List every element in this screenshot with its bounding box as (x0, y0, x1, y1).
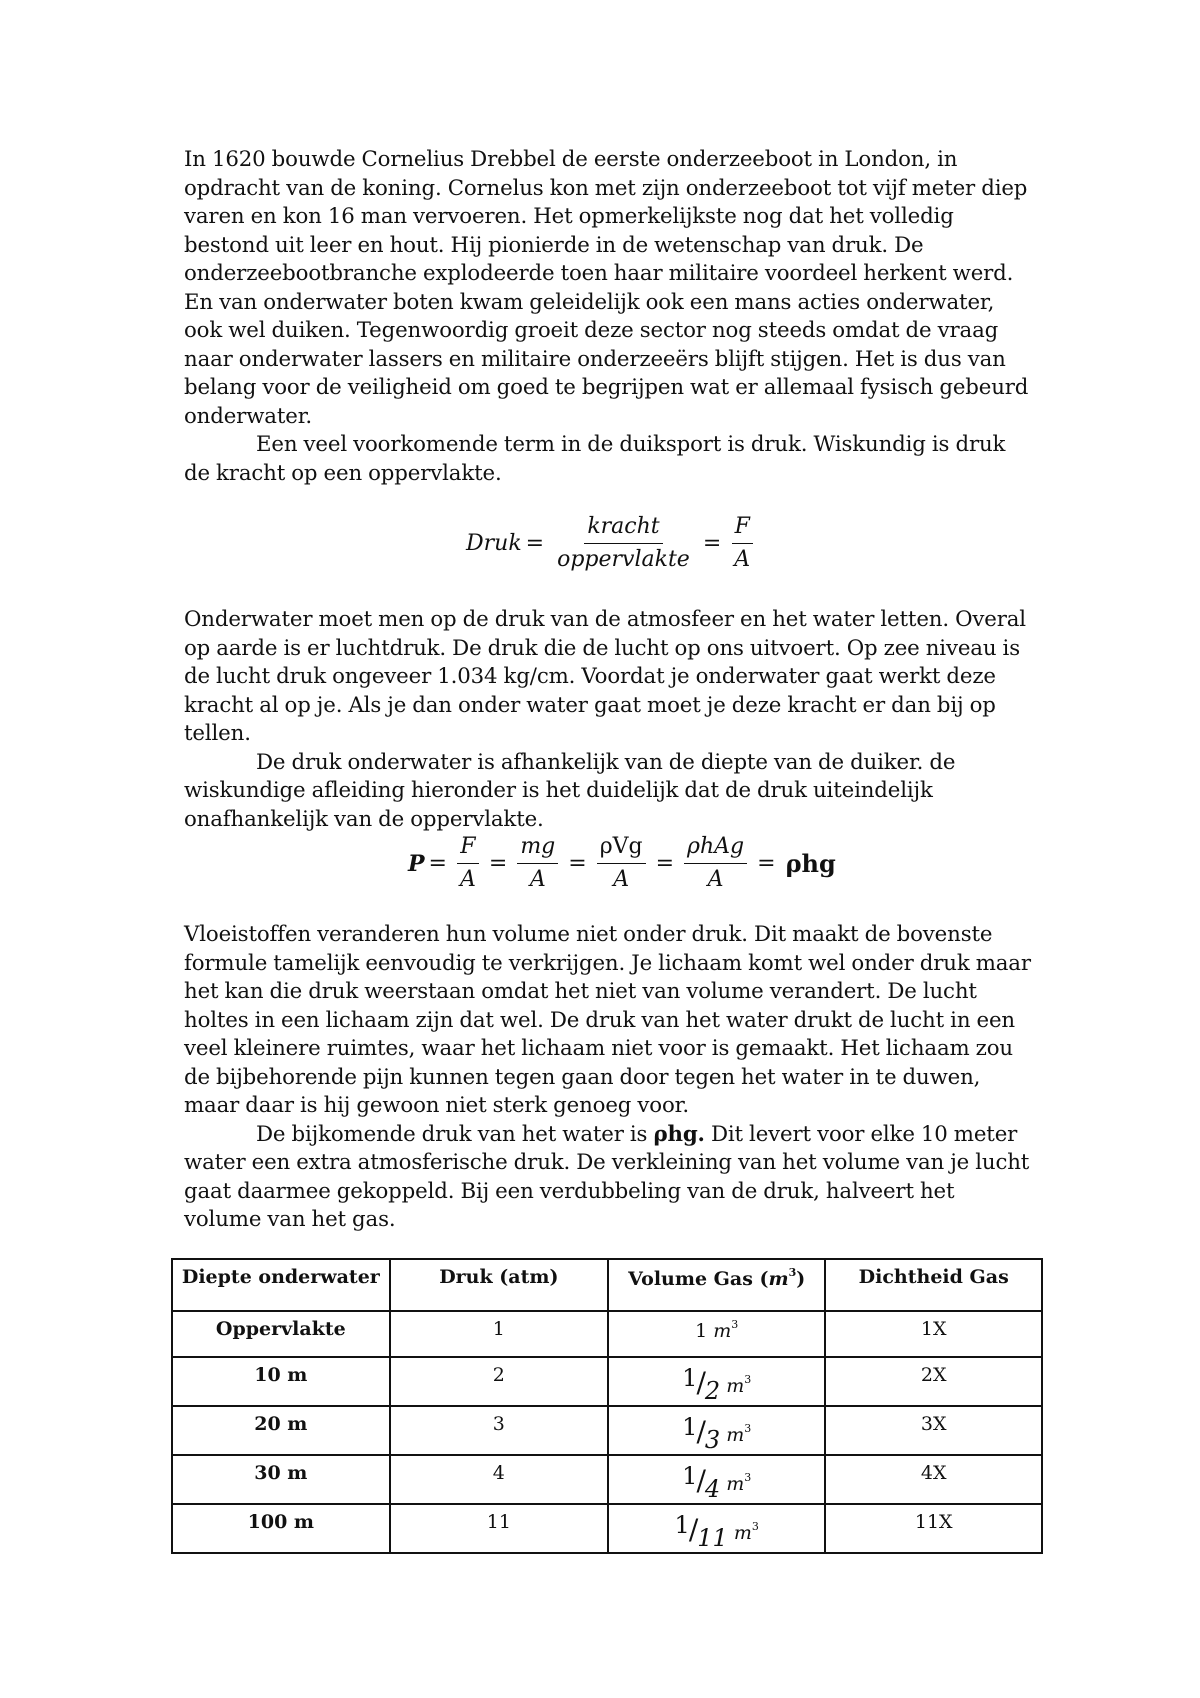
header-volume (608, 1259, 825, 1311)
numerator: ρhAg (684, 834, 747, 864)
unit-exponent: 3 (731, 1318, 739, 1331)
slash-fraction: 1/3 (682, 1413, 721, 1454)
lower-text-block (184, 921, 1034, 1235)
cell-depth: 30 m (172, 1455, 390, 1504)
unit-exponent: 3 (744, 1422, 752, 1435)
cell-pressure: 4 (390, 1455, 608, 1504)
depth-pressure-table (171, 1258, 1043, 1554)
cell-volume (608, 1357, 825, 1406)
equals-sign: = (488, 851, 508, 876)
paragraph-liquids: Vloeistoffen veranderen hun volume niet onder druk. Dit maakt de bovenste formule tamelijk eenvoudig te verkrijgen. Je lichaam komt wel onder druk maar het kan die druk weerstaan omdat het niet van volume verandert. De lucht holtes in een lichaam zijn dat wel. De druk van het water drukt de lucht in een veel kleinere ruimtes, waar het lichaam niet voor is gemaakt. Het lichaam zou de bijbehorende pijn kunnen tegen gaan door tegen het water in te duwen, maar daar is hij gewoon niet sterk genoeg voor. (184, 922, 1031, 1118)
cell-volume (608, 1406, 825, 1455)
table-header-row (172, 1259, 1042, 1311)
cell-depth: 10 m (172, 1357, 390, 1406)
paragraph-pressure-definition: Een veel voorkomende term in de duiksport is druk. Wiskundig is druk de kracht op een oppervlakte. (184, 432, 1006, 486)
cell-depth: 20 m (172, 1406, 390, 1455)
cell-depth: Oppervlakte (172, 1311, 390, 1357)
paragraph-history: In 1620 bouwde Cornelius Drebbel de eerste onderzeeboot in London, in opdracht van de koning. Cornelus kon met zijn onderzeeboot tot vijf meter diep varen en kon 16 man vervoeren. Het opmerkelijkste nog dat het volledig bestond uit leer en hout. Hij pionierde in de wetenschap van druk. De onderzeebootbranche explodeerde toen haar militaire voordeel herkent werd. En van onderwater boten kwam geleidelijk ook een mans acties onderwater, ook wel duiken. Tegenwoordig groeit deze sector nog steeds omdat de vraag naar onderwater lassers en militaire onderzeeërs blijft stijgen. Het is dus van belang voor de veiligheid om goed te begrijpen wat er allemaal fysisch gebeurd onderwater. (184, 147, 1029, 429)
cell-volume (608, 1504, 825, 1553)
unit-m: m (726, 1375, 745, 1397)
header-volume-suffix: ) (796, 1268, 806, 1290)
numerator: ρVg (597, 834, 646, 864)
unit-exponent: 3 (751, 1520, 759, 1533)
fraction-numerator: 1 (682, 1462, 698, 1490)
fraction-numerator: 1 (682, 1413, 698, 1441)
equation-lhs: Druk (466, 531, 522, 556)
denominator: A (613, 867, 630, 892)
fraction-denominator: 3 (704, 1426, 721, 1454)
fraction-f-over-a (731, 514, 753, 573)
slash-fraction: 1/2 (682, 1364, 721, 1405)
cell-volume (608, 1455, 825, 1504)
denominator: oppervlakte (557, 547, 690, 572)
unit-exponent: 3 (744, 1471, 752, 1484)
equals-sign: = (757, 851, 776, 876)
header-density: Dichtheid Gas (825, 1259, 1042, 1311)
middle-text-block (184, 606, 1034, 834)
equals-sign: = (702, 531, 722, 556)
fraction-term (597, 834, 646, 893)
equals-sign: = (428, 851, 447, 876)
cell-density: 2X (825, 1357, 1042, 1406)
unit-m: m (726, 1424, 745, 1446)
fraction-denominator: 4 (704, 1475, 721, 1503)
unit-m: m (726, 1473, 745, 1495)
fraction-denominator: 2 (704, 1377, 721, 1405)
fraction-force-over-area-words (554, 514, 693, 573)
numerator: F (457, 834, 478, 864)
cell-density: 1X (825, 1311, 1042, 1357)
text-run-bold: ρhg. (653, 1121, 705, 1147)
fraction-term (457, 834, 479, 893)
equation-pressure-definition (466, 514, 759, 573)
fraction-denominator: 11 (697, 1524, 728, 1552)
cell-pressure: 1 (390, 1311, 608, 1357)
numerator: kracht (584, 514, 662, 544)
table-row (172, 1504, 1042, 1553)
cell-density: 4X (825, 1455, 1042, 1504)
paragraph-atmosphere: Onderwater moet men op de druk van de atmosfeer en het water letten. Overal op aarde is er luchtdruk. De druk die de lucht op ons uitvoert. Op zee niveau is de lucht druk ongeveer 1.034 kg/cm. Voordat je onderwater gaat werkt deze kracht al op je. Als je dan onder water gaat moet je deze kracht er dan bij op tellen. (184, 607, 1026, 746)
equation-lhs: P (408, 850, 425, 877)
numerator: F (732, 514, 753, 544)
fraction-numerator: 1 (674, 1511, 690, 1539)
paragraph-depth: De druk onderwater is afhankelijk van de diepte van de duiker. de wiskundige afleiding hieronder is het duidelijk dat de druk uiteindelijk onafhankelijk van de oppervlakte. (184, 749, 956, 832)
header-volume-prefix: Volume Gas ( (628, 1268, 769, 1290)
cell-depth: 100 m (172, 1504, 390, 1553)
equals-sign: = (655, 851, 675, 876)
intro-text-block (184, 146, 1034, 488)
table-row (172, 1406, 1042, 1455)
equals-sign: = (525, 531, 545, 556)
fraction-term (684, 834, 747, 893)
header-pressure: Druk (atm) (390, 1259, 608, 1311)
cell-pressure: 11 (390, 1504, 608, 1553)
table-row (172, 1311, 1042, 1357)
fraction-numerator: 1 (682, 1364, 698, 1392)
slash-fraction: 1/4 (682, 1462, 721, 1503)
slash-fraction: 1/11 (674, 1511, 728, 1552)
unit-m: m (713, 1320, 732, 1342)
cell-volume (608, 1311, 825, 1357)
table-row (172, 1357, 1042, 1406)
unit-m: m (733, 1522, 752, 1544)
table-row (172, 1455, 1042, 1504)
volume-whole: 1 (695, 1320, 708, 1342)
equals-sign: = (568, 851, 587, 876)
denominator: A (734, 547, 751, 572)
paragraph-extra-pressure (184, 1121, 1034, 1235)
header-depth: Diepte onderwater (172, 1259, 390, 1311)
unit-m: m (768, 1268, 789, 1290)
equation-hydrostatic-derivation (408, 834, 836, 893)
text-run: Dit levert voor elke 10 meter water een extra atmosferische druk. De verkleining van het volume van je lucht gaat daarmee gekoppeld. Bij een verdubbeling van de druk, halveert het volume van het gas. (184, 1121, 1030, 1232)
cell-density: 3X (825, 1406, 1042, 1455)
cell-pressure: 2 (390, 1357, 608, 1406)
cell-density: 11X (825, 1504, 1042, 1553)
cell-pressure: 3 (390, 1406, 608, 1455)
denominator: A (529, 867, 546, 892)
denominator: A (707, 867, 724, 892)
text-run: De bijkomende druk van het water is (256, 1121, 654, 1147)
equation-result: ρhg (785, 849, 836, 878)
unit-exponent: 3 (788, 1266, 797, 1279)
unit-exponent: 3 (744, 1373, 752, 1386)
fraction-term (517, 834, 558, 893)
numerator: mg (517, 834, 558, 864)
denominator: A (459, 867, 476, 892)
